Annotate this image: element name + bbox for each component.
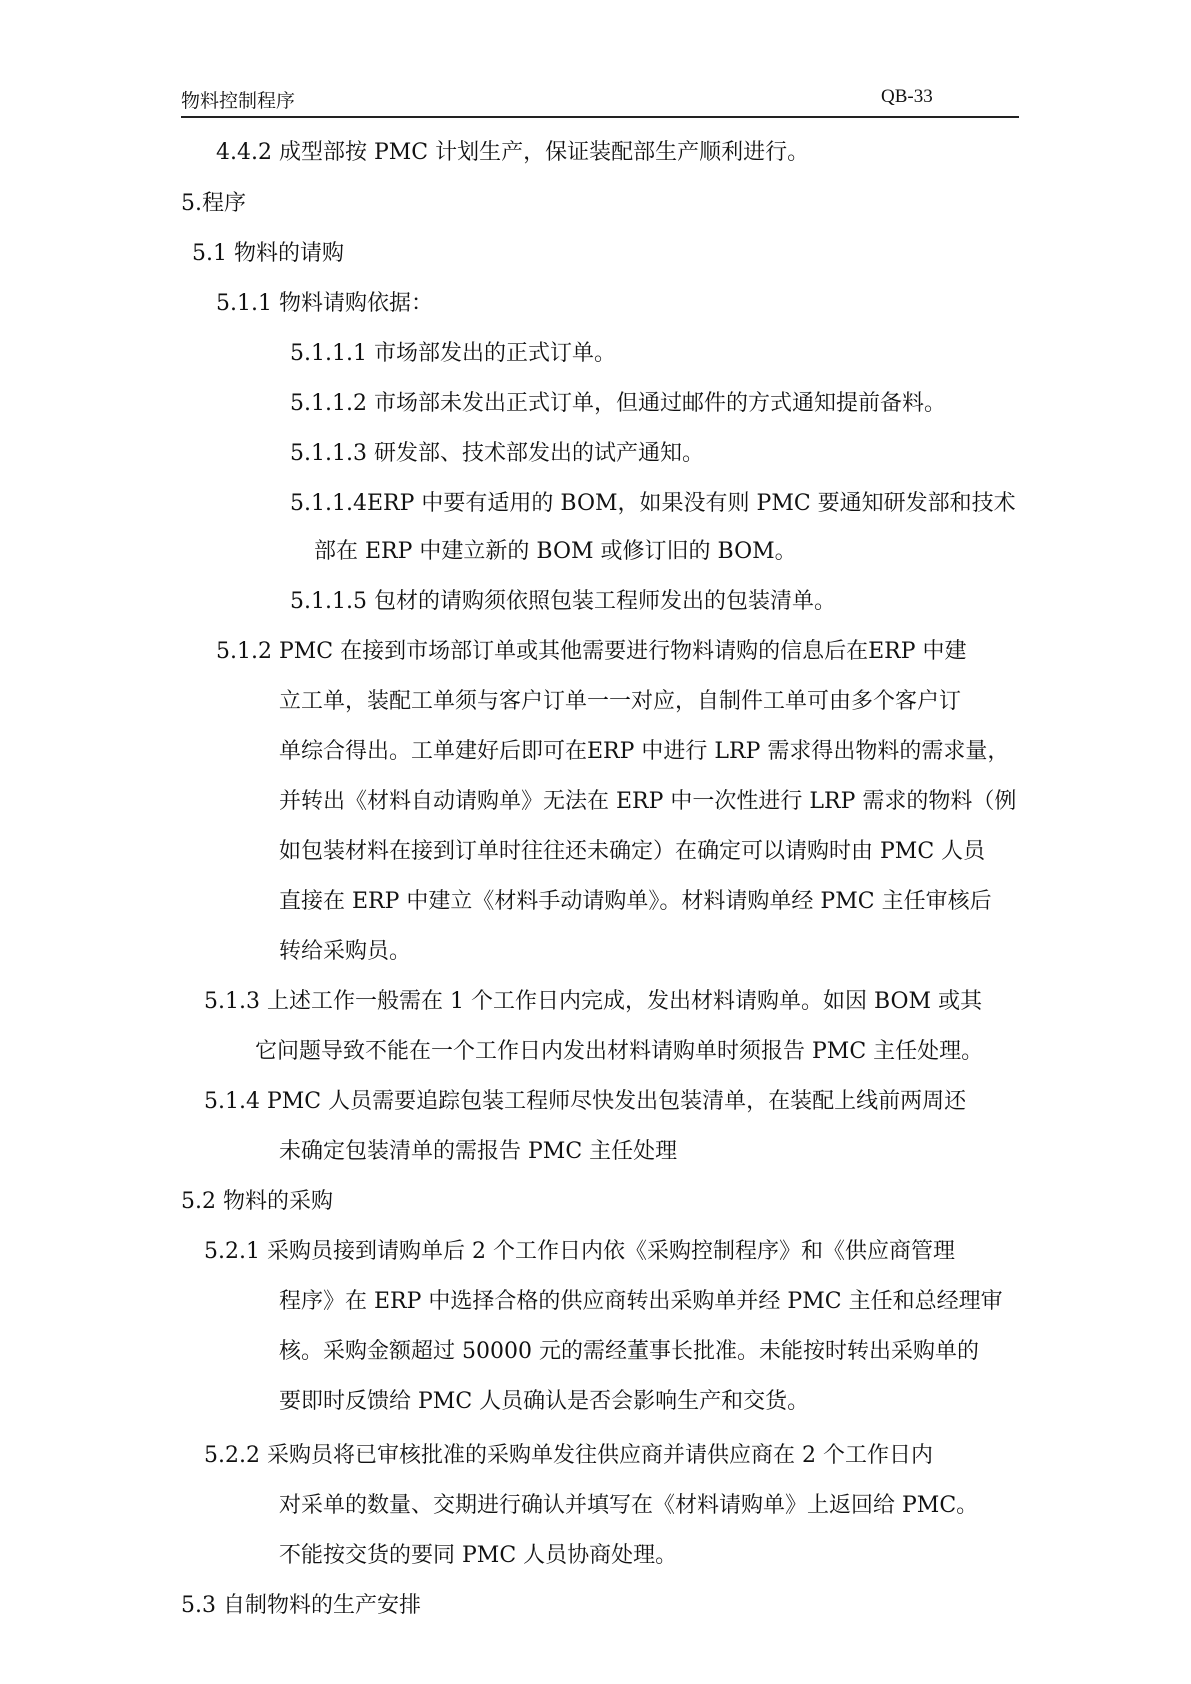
text-line: 并转出《材料自动请购单》无法在 ERP 中一次性进行 LRP 需求的物料（例 bbox=[279, 789, 1017, 814]
text-line: 未确定包装清单的需报告 PMC 主任处理 bbox=[279, 1139, 678, 1164]
text-line: 5.1.1.5 包材的请购须依照包装工程师发出的包装清单。 bbox=[290, 589, 836, 614]
text-line: 5.1.1.3 研发部、技术部发出的试产通知。 bbox=[290, 441, 704, 466]
text-line: 5.1.1.1 市场部发出的正式订单。 bbox=[290, 341, 616, 366]
text-line: 5.1.2 PMC 在接到市场部订单或其他需要进行物料请购的信息后在ERP 中建 bbox=[216, 639, 967, 664]
section-heading: 5.程序 bbox=[181, 191, 246, 216]
subsection-heading: 5.2 物料的采购 bbox=[181, 1189, 333, 1214]
text-line: 部在 ERP 中建立新的 BOM 或修订旧的 BOM。 bbox=[314, 539, 797, 564]
text-line: 4.4.2 成型部按 PMC 计划生产，保证装配部生产顺利进行。 bbox=[216, 140, 810, 165]
text-line: 5.1.1 物料请购依据： bbox=[216, 291, 433, 316]
text-line: 5.1.1.2 市场部未发出正式订单，但通过邮件的方式通知提前备料。 bbox=[290, 391, 946, 416]
text-line: 如包装材料在接到订单时往往还未确定）在确定可以请购时由 PMC 人员 bbox=[279, 839, 986, 864]
text-line: 直接在 ERP 中建立《材料手动请购单》。材料请购单经 PMC 主任审核后 bbox=[279, 889, 992, 914]
page-header bbox=[181, 86, 1019, 118]
document-title: 物料控制程序 bbox=[181, 90, 296, 112]
text-line: 对采单的数量、交期进行确认并填写在《材料请购单》上返回给 PMC。 bbox=[279, 1493, 979, 1518]
document-code: QB-33 bbox=[881, 86, 933, 107]
text-line: 5.1.4 PMC 人员需要追踪包装工程师尽快发出包装清单，在装配上线前两周还 bbox=[204, 1089, 967, 1114]
text-line: 核。采购金额超过 50000 元的需经董事长批准。未能按时转出采购单的 bbox=[279, 1339, 979, 1364]
text-line: 它问题导致不能在一个工作日内发出材料请购单时须报告 PMC 主任处理。 bbox=[255, 1039, 984, 1064]
subsection-heading: 5.3 自制物料的生产安排 bbox=[181, 1593, 421, 1618]
text-line: 程序》在 ERP 中选择合格的供应商转出采购单并经 PMC 主任和总经理审 bbox=[279, 1289, 1003, 1314]
text-line: 要即时反馈给 PMC 人员确认是否会影响生产和交货。 bbox=[279, 1389, 810, 1414]
text-line: 5.1.1.4ERP 中要有适用的 BOM，如果没有则 PMC 要通知研发部和技术 bbox=[290, 491, 1016, 516]
text-line: 转给采购员。 bbox=[279, 939, 412, 964]
text-line: 不能按交货的要同 PMC 人员协商处理。 bbox=[279, 1543, 678, 1568]
text-line: 单综合得出。工单建好后即可在ERP 中进行 LRP 需求得出物料的需求量， bbox=[279, 739, 1010, 764]
text-line: 5.2.1 采购员接到请购单后 2 个工作日内依《采购控制程序》和《供应商管理 bbox=[204, 1239, 955, 1264]
text-line: 5.1.3 上述工作一般需在 1 个工作日内完成，发出材料请购单。如因 BOM 或其 bbox=[204, 989, 983, 1014]
text-line: 立工单，装配工单须与客户订单一一对应，自制件工单可由多个客户订 bbox=[279, 689, 962, 714]
text-line: 5.2.2 采购员将已审核批准的采购单发往供应商并请供应商在 2 个工作日内 bbox=[204, 1443, 933, 1468]
subsection-heading: 5.1 物料的请购 bbox=[192, 241, 344, 266]
